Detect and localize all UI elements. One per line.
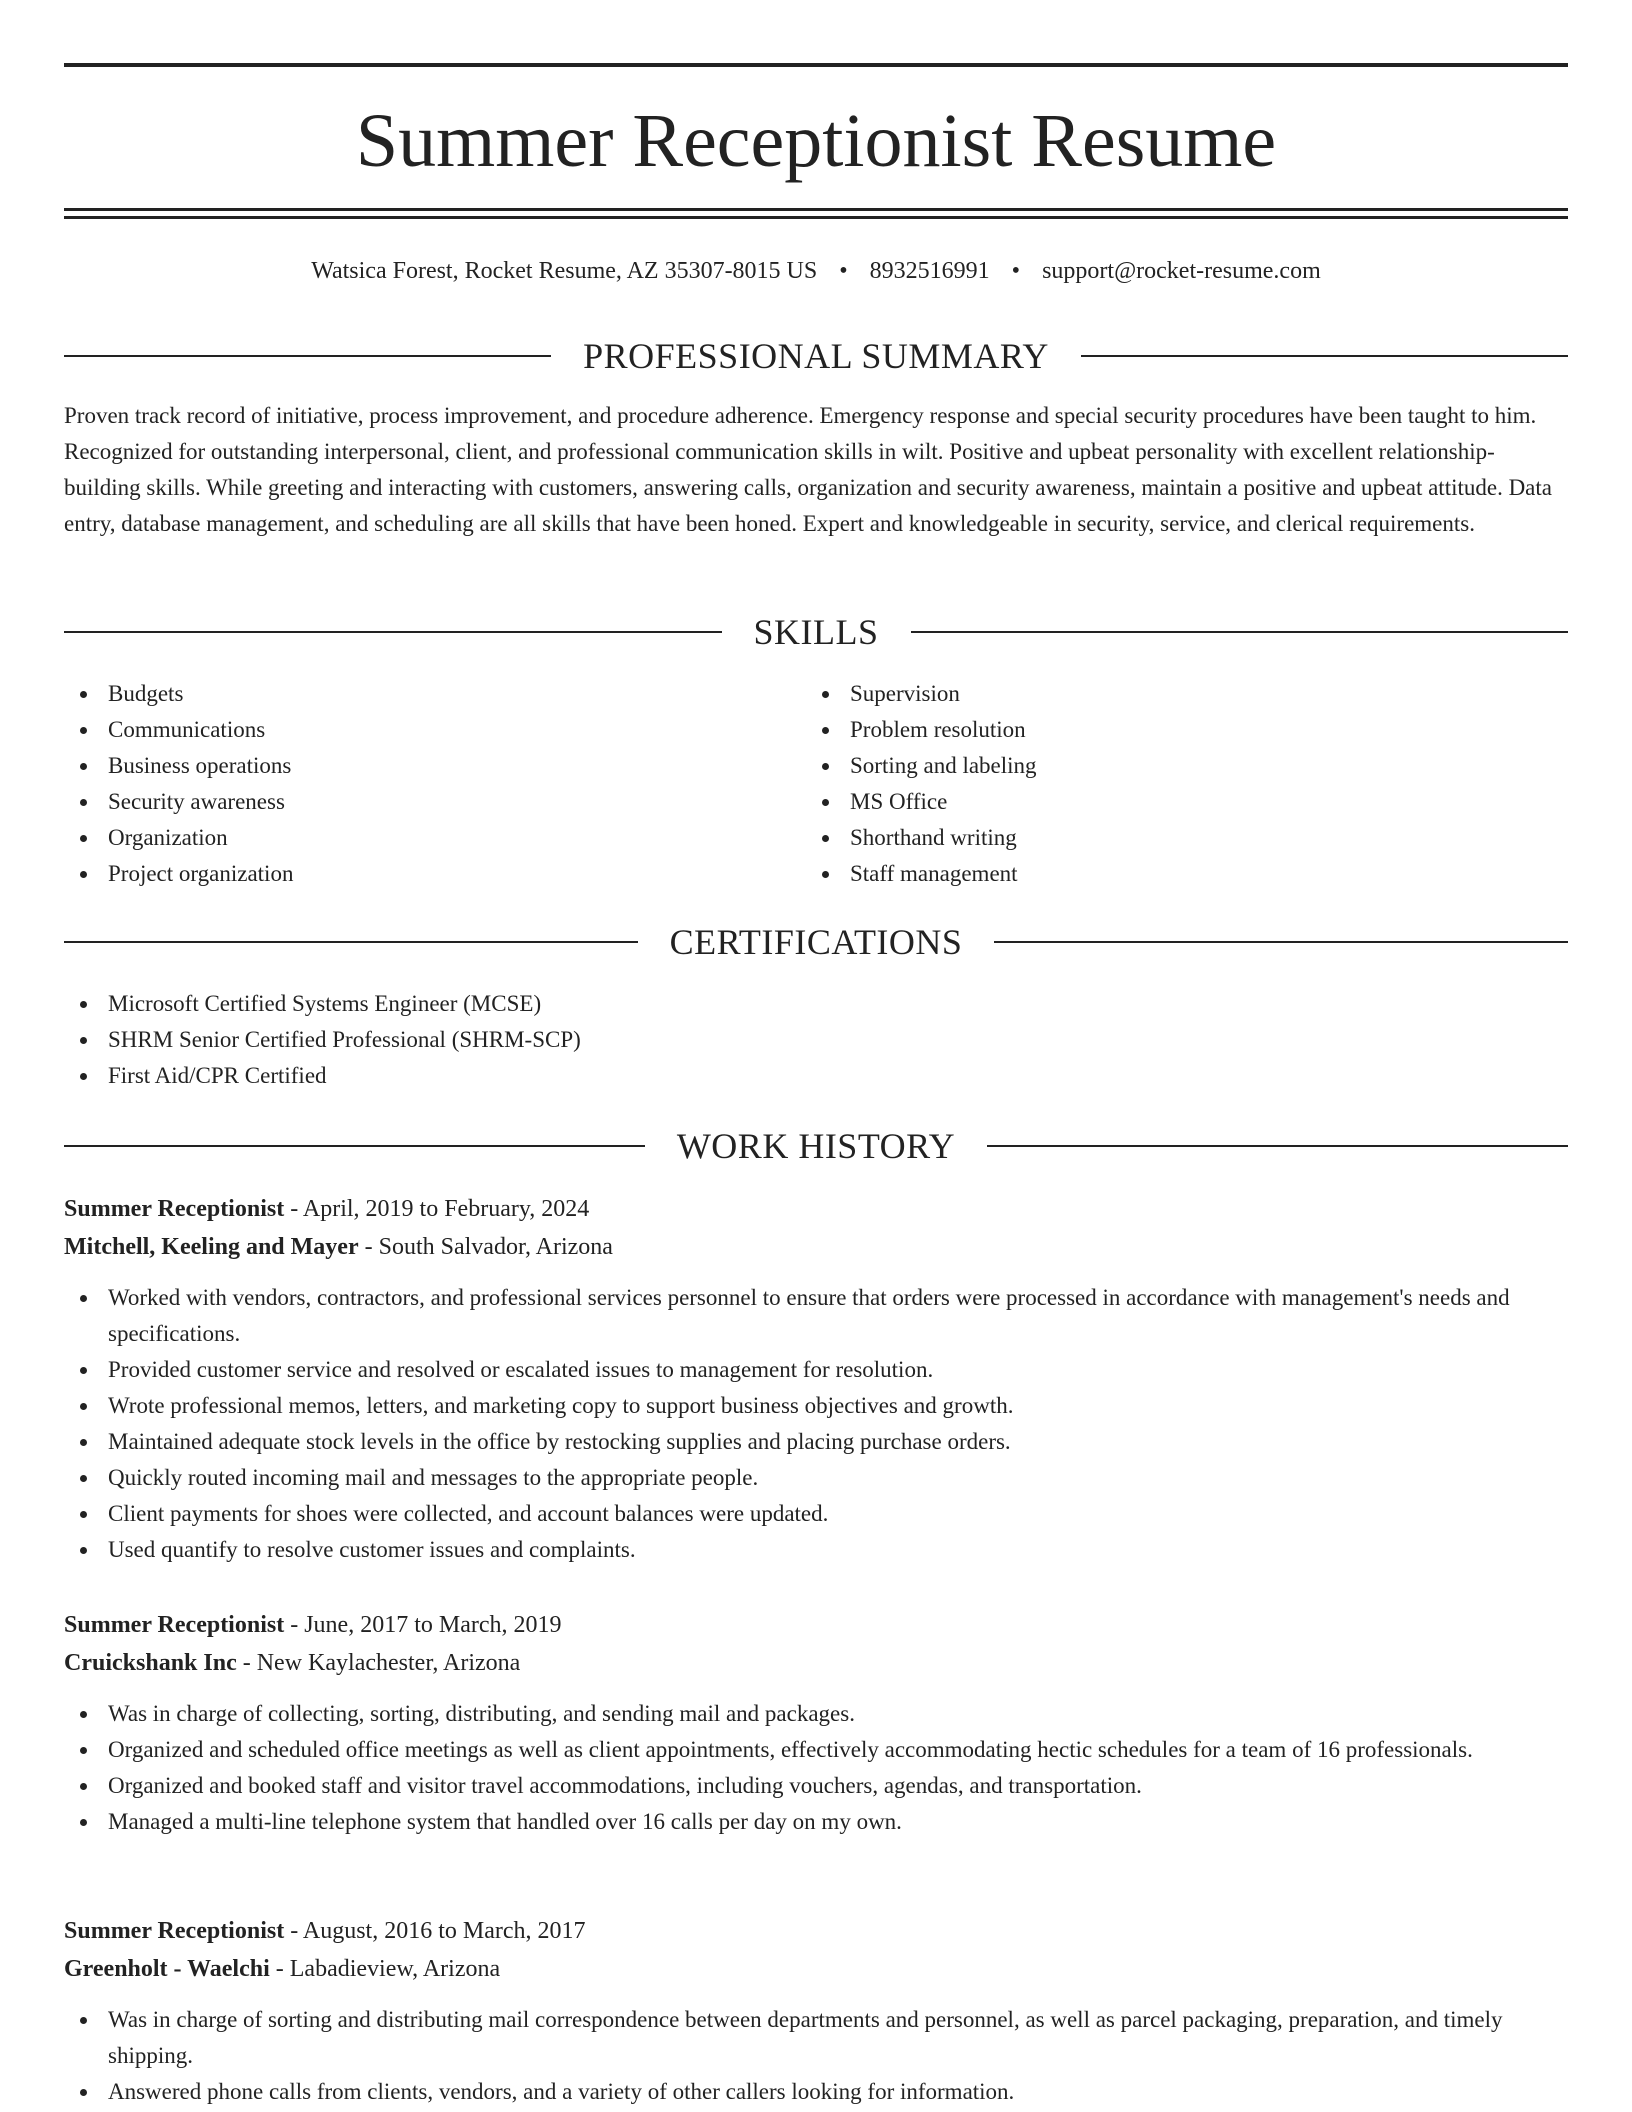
skill-item: Supervision xyxy=(806,676,1506,712)
resume-title: Summer Receptionist Resume xyxy=(355,99,1277,183)
section-rule-left xyxy=(64,941,638,943)
section-header-summary xyxy=(64,334,1568,378)
certification-item: Microsoft Certified Systems Engineer (MCSE) xyxy=(64,986,1568,1022)
contact-address: Watsica Forest, Rocket Resume, AZ 35307-8015 US xyxy=(311,258,818,284)
job-title: Summer Receptionist xyxy=(64,1196,285,1222)
section-header-work-history xyxy=(64,1124,1568,1168)
job-location: - South Salvador, Arizona xyxy=(358,1234,613,1260)
contact-separator: • xyxy=(839,258,848,284)
job-company-line xyxy=(64,1950,1568,1988)
job-company: Cruickshank Inc xyxy=(64,1650,237,1676)
job-title: Summer Receptionist xyxy=(64,1918,285,1944)
certification-item: SHRM Senior Certified Professional (SHRM-SCP) xyxy=(64,1022,1568,1058)
job-bullets xyxy=(64,1280,1568,1568)
job-dates: - August, 2016 to March, 2017 xyxy=(284,1918,586,1944)
section-rule-left xyxy=(64,631,722,633)
header-double-rule-upper xyxy=(64,208,1568,211)
job-bullets xyxy=(64,2002,1568,2110)
header-top-rule xyxy=(64,63,1568,67)
job-bullet: Provided customer service and resolved or escalated issues to management for resolution. xyxy=(64,1352,1568,1388)
skill-item: Staff management xyxy=(806,856,1506,892)
job-bullet: Maintained adequate stock levels in the office by restocking supplies and placing purchase orders. xyxy=(64,1424,1568,1460)
skill-item: Communications xyxy=(64,712,764,748)
job-bullet: Used quantify to resolve customer issues and complaints. xyxy=(64,1532,1568,1568)
job-bullet: Organized and booked staff and visitor travel accommodations, including vouchers, agendas, and transportation. xyxy=(64,1768,1568,1804)
section-rule-right xyxy=(987,1145,1568,1147)
certifications-list xyxy=(64,986,1568,1094)
job-dates: - June, 2017 to March, 2019 xyxy=(284,1612,562,1638)
job-bullet: Managed a multi-line telephone system that handled over 16 calls per day on my own. xyxy=(64,1804,1568,1840)
job-bullet: Answered phone calls from clients, vendors, and a variety of other callers looking for information. xyxy=(64,2074,1568,2110)
job-bullet: Client payments for shoes were collected, and account balances were updated. xyxy=(64,1496,1568,1532)
job-entry xyxy=(64,1606,1568,1840)
skill-item: Sorting and labeling xyxy=(806,748,1506,784)
skills-column-left xyxy=(64,676,764,892)
section-rule-left xyxy=(64,1145,645,1147)
job-company: Mitchell, Keeling and Mayer xyxy=(64,1234,359,1260)
section-rule-right xyxy=(1081,355,1568,357)
job-title: Summer Receptionist xyxy=(64,1612,285,1638)
job-location: - New Kaylachester, Arizona xyxy=(236,1650,521,1676)
header-double-rule-lower xyxy=(64,216,1568,219)
job-company: Greenholt - Waelchi xyxy=(64,1956,270,1982)
skill-item: Business operations xyxy=(64,748,764,784)
skills-column-right xyxy=(806,676,1506,892)
skill-item: Project organization xyxy=(64,856,764,892)
job-bullet: Worked with vendors, contractors, and professional services personnel to ensure that orders were processed in accordance with management's needs and specifications. xyxy=(64,1280,1568,1352)
skill-item: MS Office xyxy=(806,784,1506,820)
job-bullets xyxy=(64,1696,1568,1840)
section-title-skills: SKILLS xyxy=(753,612,879,652)
job-location: - Labadieview, Arizona xyxy=(269,1956,501,1982)
certification-item: First Aid/CPR Certified xyxy=(64,1058,1568,1094)
skill-item: Security awareness xyxy=(64,784,764,820)
job-entry xyxy=(64,1912,1568,2110)
section-header-skills xyxy=(64,610,1568,654)
contact-info xyxy=(64,253,1568,289)
section-rule-right xyxy=(994,941,1568,943)
job-company-line xyxy=(64,1644,1568,1682)
skill-item: Shorthand writing xyxy=(806,820,1506,856)
skill-item: Problem resolution xyxy=(806,712,1506,748)
job-title-line xyxy=(64,1606,1568,1644)
job-dates: - April, 2019 to February, 2024 xyxy=(284,1196,590,1222)
job-title-line xyxy=(64,1190,1568,1228)
skill-item: Organization xyxy=(64,820,764,856)
contact-phone: 8932516991 xyxy=(869,258,990,284)
job-bullet: Organized and scheduled office meetings as well as client appointments, effectively accommodating hectic schedules for a team of 16 professionals. xyxy=(64,1732,1568,1768)
job-bullet: Was in charge of sorting and distributing mail correspondence between departments and personnel, as well as parcel packaging, preparation, and timely shipping. xyxy=(64,2002,1568,2074)
section-title-work-history: WORK HISTORY xyxy=(676,1126,956,1166)
job-title-line xyxy=(64,1912,1568,1950)
section-header-certifications xyxy=(64,920,1568,964)
skill-item: Budgets xyxy=(64,676,764,712)
job-company-line xyxy=(64,1228,1568,1266)
section-title-certifications: CERTIFICATIONS xyxy=(669,922,963,962)
job-bullet: Quickly routed incoming mail and messages to the appropriate people. xyxy=(64,1460,1568,1496)
contact-email: support@rocket-resume.com xyxy=(1042,258,1321,284)
job-bullet: Wrote professional memos, letters, and marketing copy to support business objectives and growth. xyxy=(64,1388,1568,1424)
contact-separator: • xyxy=(1011,258,1021,284)
job-entry xyxy=(64,1190,1568,1568)
section-rule-right xyxy=(911,631,1569,633)
section-rule-left xyxy=(64,355,551,357)
job-bullet: Was in charge of collecting, sorting, distributing, and sending mail and packages. xyxy=(64,1696,1568,1732)
professional-summary-text: Proven track record of initiative, process improvement, and procedure adherence. Emergency response and special security procedures have been taught to him. Recognized for outstanding interpersonal, client, and professional communication skills in wilt. Positive and upbeat personality with excellent relationship-building skills. While greeting and interacting with customers, answering calls, organization and security awareness, maintain a positive and upbeat attitude. Data entry, database management, and scheduling are all skills that have been honed. Expert and knowledgeable in security, service, and clerical requirements. xyxy=(64,403,1552,536)
section-title-summary: PROFESSIONAL SUMMARY xyxy=(583,336,1049,376)
